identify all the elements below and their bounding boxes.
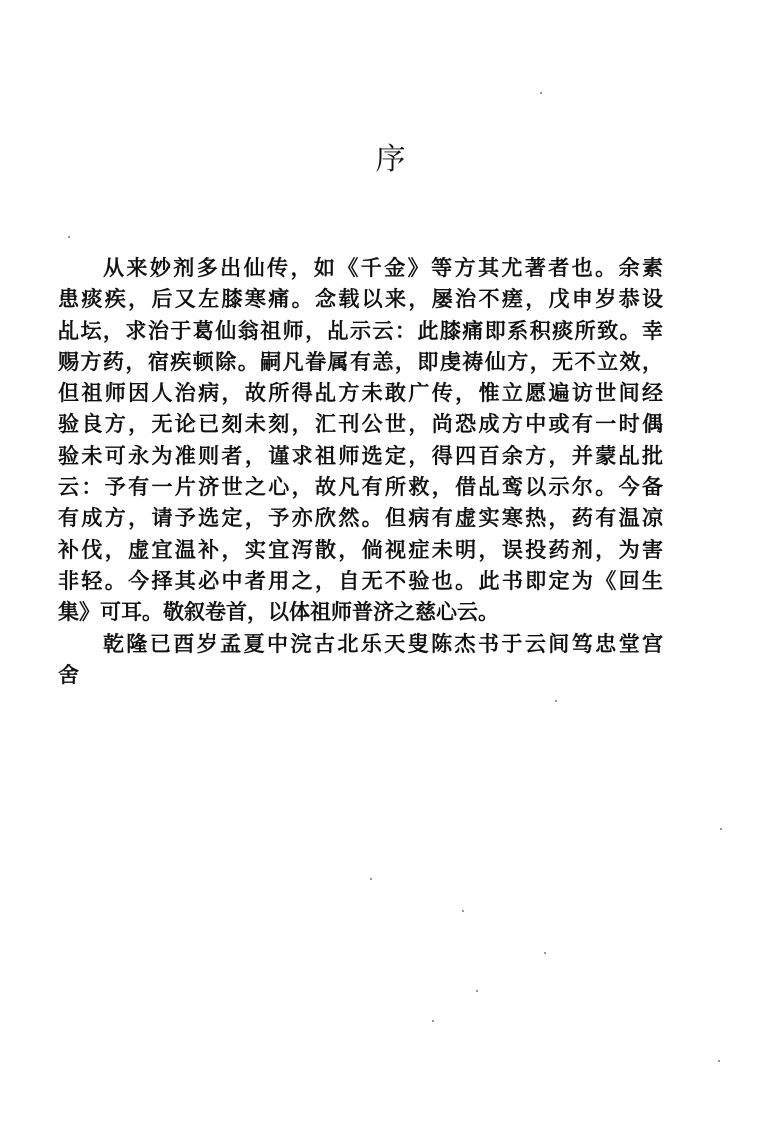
scan-speck [476, 990, 478, 992]
text-line: 赐方药，宿疾顿除。嗣凡眷属有恙，即虔祷仙方，无不立效， [58, 348, 663, 374]
scan-speck [462, 910, 464, 912]
text-line: 非轻。今择其必中者用之，自无不验也。此书即定为《回生 [58, 567, 663, 593]
text-line: 但祖师因人治病，故所得乩方未敢广传，惟立愿遍访世间经 [58, 380, 663, 406]
signature-line: 乾隆已酉岁孟夏中浣古北乐天叟陈杰书于云间笃忠堂宫 [103, 630, 663, 656]
scan-speck [540, 92, 542, 94]
text-line: 从来妙剂多出仙传，如《千金》等方其尤著者也。余素 [103, 255, 663, 280]
text-line: 集》可耳。敬叙卷首，以体祖师普济之慈心云。 [58, 599, 499, 625]
text-line: 补伐，虚宜温补，实宜泻散，倘视症未明，误投药剂，为害 [58, 536, 663, 562]
page-title: 序 [375, 142, 408, 177]
text-line: 云：予有一片济世之心，故凡有所救，借乩鸾以示尔。今备 [58, 474, 663, 500]
scan-speck [544, 952, 546, 954]
text-line: 验未可永为准则者，谨求祖师选定，得四百余方，并蒙乩批 [58, 442, 663, 468]
scan-speck [370, 878, 372, 880]
scan-speck [718, 1060, 720, 1062]
scan-speck [68, 236, 70, 238]
text-line: 乩坛，求治于葛仙翁祖师，乩示云：此膝痛即系积痰所致。幸 [58, 317, 663, 343]
scan-speck [555, 700, 557, 702]
signature-line: 舍 [58, 661, 79, 687]
preface-body [58, 252, 663, 690]
scan-speck [432, 1020, 434, 1022]
text-line: 验良方，无论已刻未刻，汇刊公世，尚恐成方中或有一时偶 [58, 411, 663, 437]
text-line: 患痰疾，后又左膝寒痛。念载以来，屡治不瘥，戊申岁恭设 [58, 286, 663, 312]
scan-speck [720, 828, 722, 830]
text-line: 有成方，请予选定，予亦欣然。但病有虚实寒热，药有温凉 [58, 505, 663, 531]
